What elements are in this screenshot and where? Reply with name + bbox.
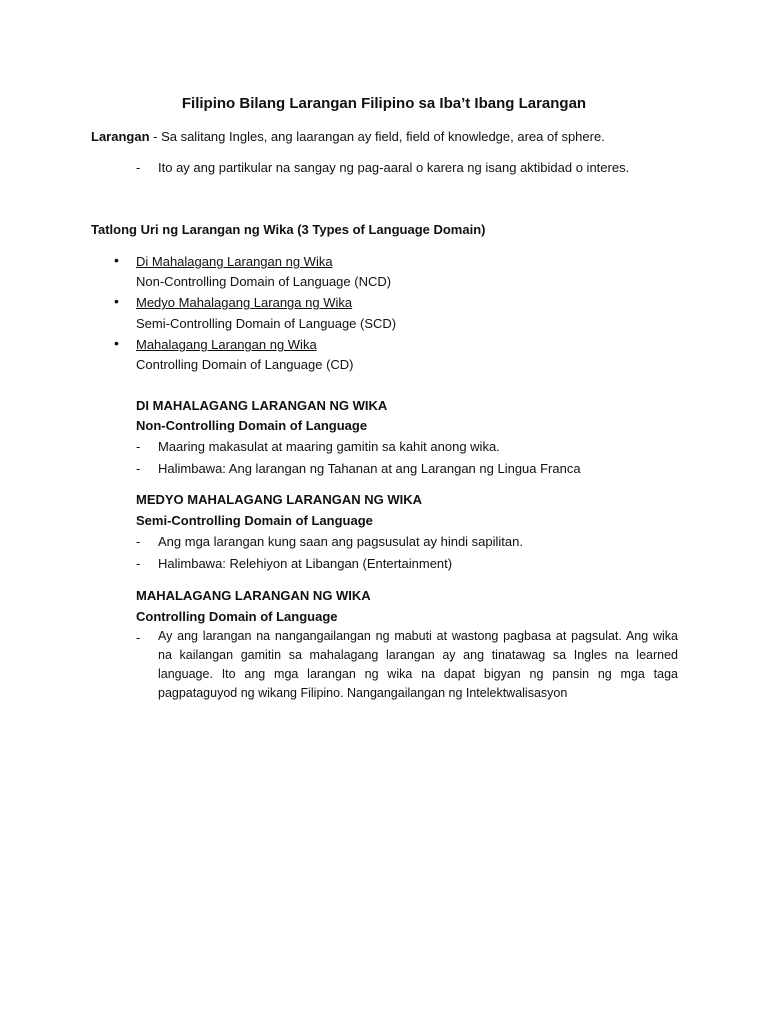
type-english-1: Non-Controlling Domain of Language (NCD): [136, 274, 392, 289]
bullet-mark: •: [114, 252, 119, 268]
type-name-2: Medyo Mahalagang Laranga ng Wika: [136, 295, 353, 310]
section-2-heading: MEDYO MAHALAGANG LARANGAN NG WIKA: [136, 492, 422, 507]
section-2-item-1: Ang mga larangan kung saan ang pagsusulat ay hindi sapilitan.: [158, 534, 523, 549]
bullet-mark: •: [114, 335, 119, 351]
definition-term: Larangan: [91, 129, 150, 144]
dash-mark: -: [136, 439, 141, 454]
type-english-2: Semi-Controlling Domain of Language (SCD): [136, 316, 397, 331]
bullet-mark: •: [114, 293, 119, 309]
definition-text: - Sa salitang Ingles, ang laarangan ay field, field of knowledge, area of sphere.: [149, 129, 605, 144]
types-heading: Tatlong Uri ng Larangan ng Wika (3 Types of Language Domain): [91, 222, 486, 237]
page-title: Filipino Bilang Larangan Filipino sa Iba’t Ibang Larangan: [181, 95, 587, 112]
type-english-3: Controlling Domain of Language (CD): [136, 357, 354, 372]
section-3-heading: MAHALAGANG LARANGAN NG WIKA: [136, 588, 371, 603]
section-2-subheading: Semi-Controlling Domain of Language: [136, 513, 373, 528]
definition-line: [91, 130, 605, 143]
dash-mark: -: [136, 461, 141, 476]
dash-mark: -: [136, 160, 141, 175]
section-1-item-2: Halimbawa: Ang larangan ng Tahanan at ang Larangan ng Lingua Franca: [158, 461, 581, 476]
dash-mark: -: [136, 630, 141, 645]
section-3-subheading: Controlling Domain of Language: [136, 609, 338, 624]
type-name-3: Mahalagang Larangan ng Wika: [136, 337, 317, 352]
section-1-item-1: Maaring makasulat at maaring gamitin sa kahit anong wika.: [158, 439, 500, 454]
dash-mark: -: [136, 556, 141, 571]
section-3-item-1: Ay ang larangan na nangangailangan ng mabuti at wastong pagbasa at pagsulat. Ang wika na kailangan gamitin sa mahalagang larangan ay ang tinatawag sa Ingles na learned language. Ito ang mga larangan ng wika na dapat bigyan ng pansin ng mga taga pagpataguyod ng wikang Filipino. Nangangailangan ng Intelektwalisasyon: [158, 629, 678, 700]
section-2-item-2: Halimbawa: Relehiyon at Libangan (Entertainment): [158, 556, 453, 571]
dash-mark: -: [136, 534, 141, 549]
section-1-subheading: Non-Controlling Domain of Language: [136, 418, 368, 433]
type-name-1: Di Mahalagang Larangan ng Wika: [136, 254, 333, 269]
definition-dash-item: Ito ay ang partikular na sangay ng pag-aaral o karera ng isang aktibidad o interes.: [158, 160, 630, 175]
section-1-heading: DI MAHALAGANG LARANGAN NG WIKA: [136, 398, 388, 413]
